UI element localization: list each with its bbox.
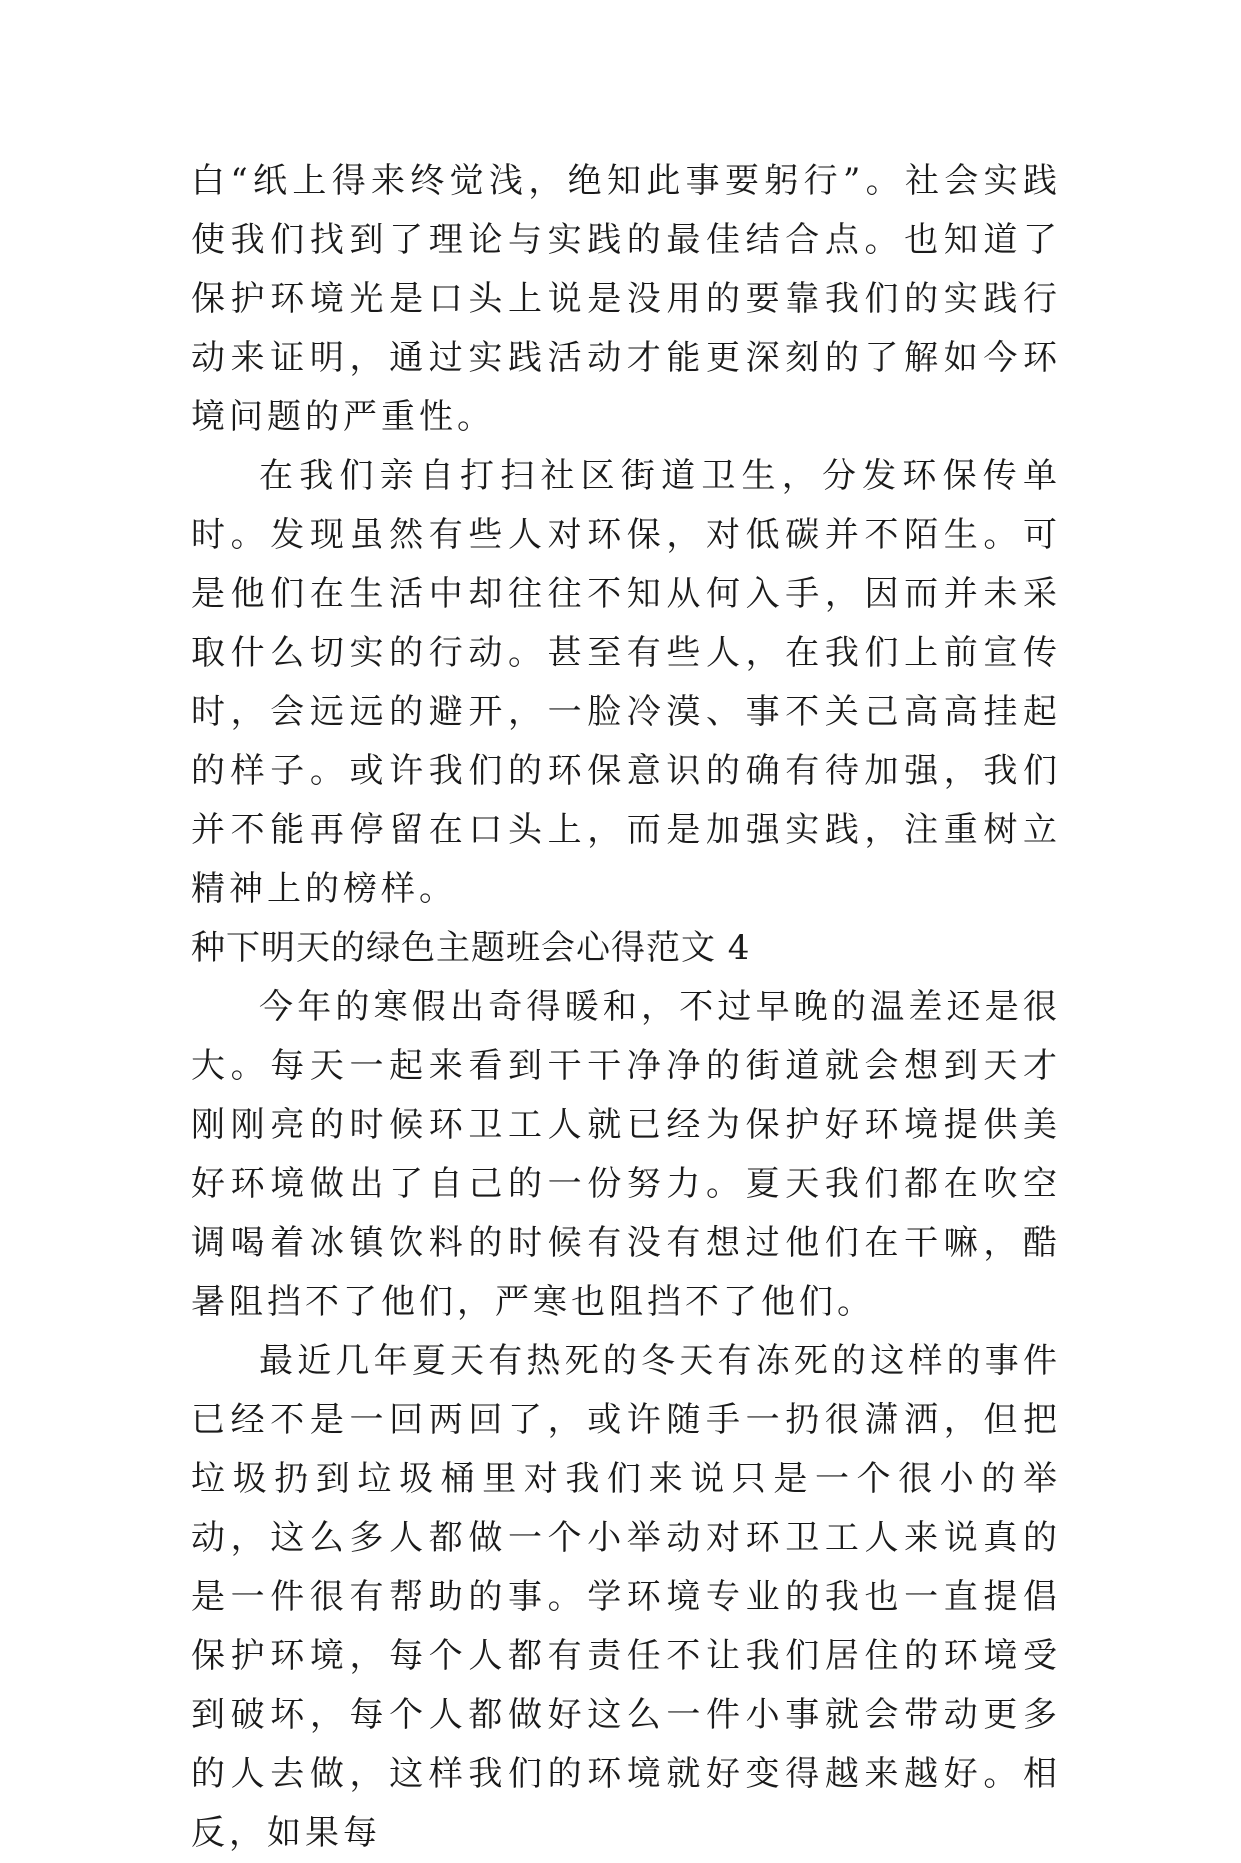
paragraph-winter-break: 今年的寒假出奇得暖和，不过早晚的温差还是很大。每天一起来看到干干净净的街道就会想到天才刚刚亮的时候环卫工人就已经为保护好环境提供美好环境做出了自己的一份努力。夏天我们都在吹空调喝着冰镇饮料的时候有没有想过他们在干嘛，酷暑阻挡不了他们，严寒也阻挡不了他们。 bbox=[191, 987, 1061, 1322]
paragraph-practice-summary: 白“纸上得来终觉浅，绝知此事要躬行”。社会实践使我们找到了理论与实践的最佳结合点。也知道了保护环境光是口头上说是没用的要靠我们的实践行动来证明，通过实践活动才能更深刻的了解如今环境问题的严重性。 bbox=[191, 161, 1061, 437]
document-body bbox=[191, 152, 1061, 1863]
section-heading: 种下明天的绿色主题班会心得范文 4 bbox=[191, 928, 751, 968]
paragraph-environment-protection: 最近几年夏天有热死的冬天有冻死的这样的事件已经不是一回两回了，或许随手一扔很潇洒，但把垃圾扔到垃圾桶里对我们来说只是一个很小的举动，这么多人都做一个小举动对环卫工人来说真的是一件很有帮助的事。学环境专业的我也一直提倡保护环境，每个人都有责任不让我们居住的环境受到破坏，每个人都做好这么一件小事就会带动更多的人去做，这样我们的环境就好变得越来越好。相反，如果每 bbox=[191, 1341, 1061, 1853]
paragraph-community-cleanup: 在我们亲自打扫社区街道卫生，分发环保传单时。发现虽然有些人对环保，对低碳并不陌生。可是他们在生活中却往往不知从何入手，因而并未采取什么切实的行动。甚至有些人，在我们上前宣传时，会远远的避开，一脸冷漠、事不关己高高挂起的样子。或许我们的环保意识的确有待加强，我们并不能再停留在口头上，而是加强实践，注重树立精神上的榜样。 bbox=[191, 456, 1061, 909]
